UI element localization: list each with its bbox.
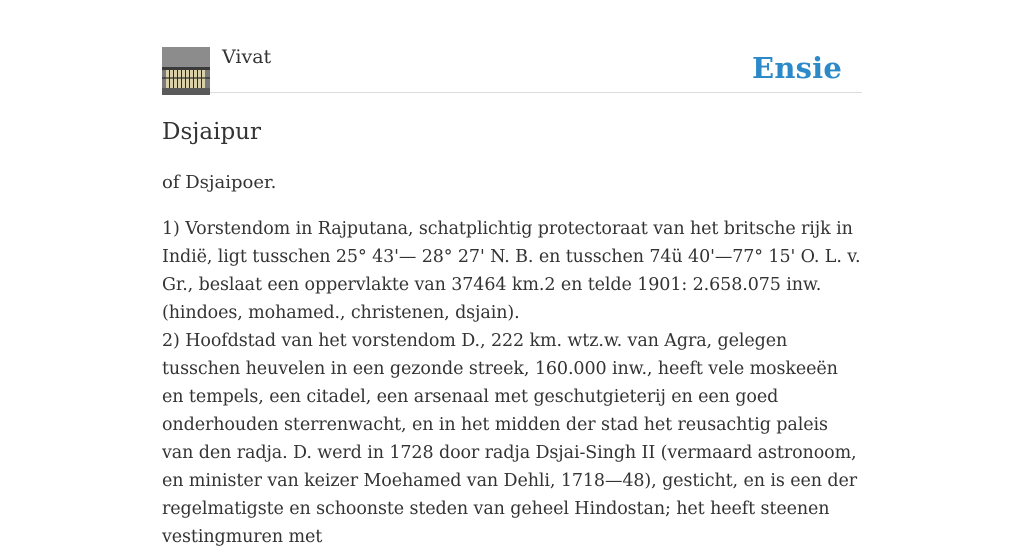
article-paragraph: 1) Vorstendom in Rajputana, schatplichtig protectoraat van het britsche rijk in Indië, ligt tusschen 25° 43'— 28° 27' N. B. en tusschen 74ü 40'—77° 15' O. L. v. Gr., beslaat een oppervlakte van 37464 km.2 en telde 1901: 2.658.075 inw. (hindoes, mohamed., christenen, dsjain).	[162, 219, 861, 323]
source-avatar[interactable]	[162, 47, 210, 95]
source-name[interactable]: Vivat	[222, 46, 272, 68]
article-header	[162, 0, 862, 93]
brand-logo[interactable]: Ensie	[752, 51, 842, 85]
article-body	[162, 215, 862, 551]
article-title: Dsjaipur	[162, 119, 261, 145]
article-alias: of Dsjaipoer.	[162, 172, 277, 193]
article-paragraph: 2) Hoofdstad van het vorstendom D., 222 km. wtz.w. van Agra, gelegen tusschen heuvelen in een gezonde streek, 160.000 inw., heeft vele moskeeën en tempels, een citadel, een arsenaal met geschutgieterij en een goed onderhouden sterrenwacht, en in het midden der stad het reusachtig paleis van den radja. D. werd in 1728 door radja Dsjai-Singh II (vermaard astronoom, en minister van keizer Moehamed van Dehli, 1718—48), gesticht, en is een der regelmatigste en schoonste steden van geheel Hindostan; het heeft steenen vestingmuren met	[162, 331, 857, 547]
book-spines-icon	[162, 47, 210, 95]
article-container	[162, 0, 862, 551]
